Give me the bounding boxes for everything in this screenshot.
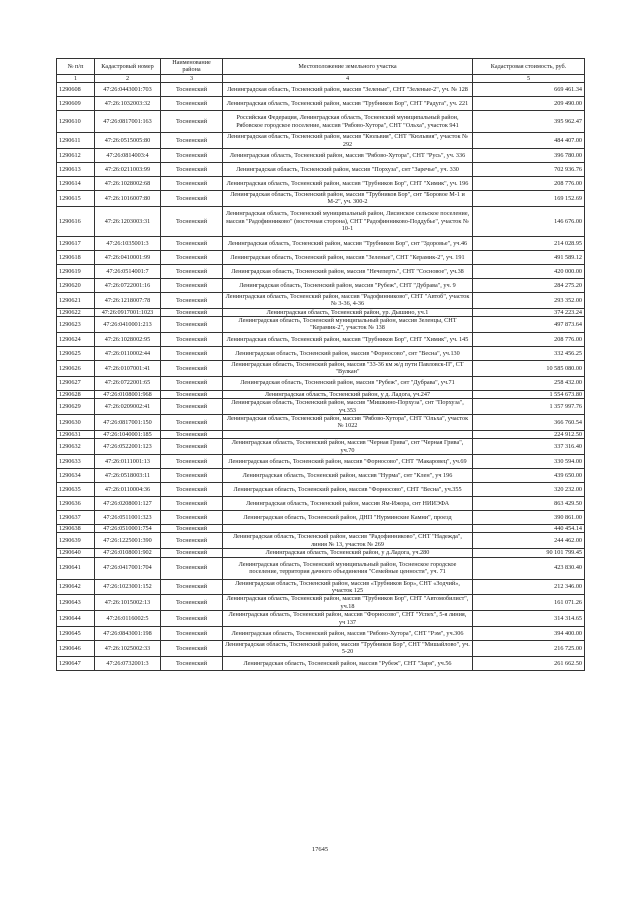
table-row [57, 206, 585, 236]
table-row [57, 390, 585, 398]
table-row [57, 430, 585, 438]
cadastral-cost: 439 650.00 [473, 468, 585, 482]
cadastral-number: 47:26:1016007:80 [95, 191, 161, 207]
district-name: Тосненский [161, 399, 223, 415]
table-row [57, 439, 585, 455]
cadastral-cost: 669 461.34 [473, 83, 585, 97]
row-number: 1290637 [57, 510, 95, 524]
row-number: 1290612 [57, 149, 95, 163]
land-location: Ленинградская область, Тосненский район, массив «Трубников Бор», СНТ «Зодчий», участок 125 [223, 579, 473, 595]
cadastral-number: 47:26:0732001:3 [95, 656, 161, 670]
cadastral-number: 47:26:0511001:323 [95, 510, 161, 524]
district-name: Тосненский [161, 557, 223, 579]
table-row [57, 97, 585, 111]
land-location: Ленинградская область, Тосненский район, ДНП "Нурминские Камни", проезд [223, 510, 473, 524]
land-location: Ленинградская область, Тосненский район, массив "Трубников Бор", СНТ "Химик", уч. 145 [223, 332, 473, 346]
land-location: Ленинградская область, Тосненский район, массив "Кюльвия", СНТ "Кюльвия", участок № 292 [223, 133, 473, 149]
table-row [57, 332, 585, 346]
row-number: 1290614 [57, 177, 95, 191]
table-row [57, 510, 585, 524]
row-number: 1290608 [57, 83, 95, 97]
column-number-row [57, 74, 585, 82]
land-location: Ленинградская область, Тосненский район, массив "Рубеж", СНТ "Дубрава", уч. 9 [223, 278, 473, 292]
table-row [57, 549, 585, 557]
land-location: Ленинградская область, Тосненский район, массив Ям-Ижора, снт НИИЭФА [223, 496, 473, 510]
cadastral-cost: 863 429.50 [473, 496, 585, 510]
table-row [57, 264, 585, 278]
row-number: 1290633 [57, 454, 95, 468]
cadastral-number: 47:26:0111001:13 [95, 454, 161, 468]
header-num: № п/п [57, 59, 95, 75]
header-cadastral-number: Кадастровый номер [95, 59, 161, 75]
table-row [57, 468, 585, 482]
cadastral-cost: 366 760.54 [473, 414, 585, 430]
table-row [57, 595, 585, 611]
table-row [57, 177, 585, 191]
row-number: 1290624 [57, 332, 95, 346]
row-number: 1290618 [57, 250, 95, 264]
cadastral-cost: 284 275.20 [473, 278, 585, 292]
district-name: Тосненский [161, 439, 223, 455]
cadastral-number: 47:26:0722001:65 [95, 376, 161, 390]
district-name: Тосненский [161, 83, 223, 97]
cadastral-number: 47:26:0522001:123 [95, 439, 161, 455]
cadastral-number: 47:26:0443001:703 [95, 83, 161, 97]
table-row [57, 482, 585, 496]
district-name: Тосненский [161, 496, 223, 510]
table-row [57, 133, 585, 149]
land-location: Ленинградская область, Тосненский район, массив "Рябово-Хутора", СНТ "Ольха", участок № 1022 [223, 414, 473, 430]
cadastral-number: 47:26:0515005:80 [95, 133, 161, 149]
district-name: Тосненский [161, 236, 223, 250]
row-number: 1290615 [57, 191, 95, 207]
cadastral-cost: 337 316.40 [473, 439, 585, 455]
table-row [57, 611, 585, 627]
district-name: Тосненский [161, 579, 223, 595]
district-name: Тосненский [161, 549, 223, 557]
district-name: Тосненский [161, 191, 223, 207]
table-row [57, 163, 585, 177]
cadastral-number: 47:26:0108001:902 [95, 549, 161, 557]
table-row [57, 111, 585, 133]
table-row [57, 533, 585, 549]
district-name: Тосненский [161, 177, 223, 191]
cadastral-cost: 330 594.00 [473, 454, 585, 468]
cadastral-cost: 491 589.12 [473, 250, 585, 264]
row-number: 1290622 [57, 308, 95, 316]
cadastral-cost: 396 780.00 [473, 149, 585, 163]
cadastral-number: 47:26:1218007:78 [95, 292, 161, 308]
row-number: 1290613 [57, 163, 95, 177]
cadastral-number: 47:26:0417001:704 [95, 557, 161, 579]
table-row [57, 414, 585, 430]
land-location: Ленинградская область, Тосненский район, массив "Рубеж", СНТ "Заря", уч.56 [223, 656, 473, 670]
land-location: Ленинградская область, Тосненский район, массив "Форносово", снт "Весна", уч.130 [223, 346, 473, 360]
row-number: 1290642 [57, 579, 95, 595]
district-name: Тосненский [161, 346, 223, 360]
table-row [57, 399, 585, 415]
table-row [57, 454, 585, 468]
row-number: 1290639 [57, 533, 95, 549]
cadastral-cost: 161 071.26 [473, 595, 585, 611]
cadastral-cost: 244 462.00 [473, 533, 585, 549]
cadastral-cost: 497 873.64 [473, 317, 585, 333]
row-number: 1290626 [57, 360, 95, 376]
cadastral-number: 47:26:1035001:3 [95, 236, 161, 250]
land-location: Ленинградская область, Тосненский район, массив "Радофинниково", СНТ "Надежда", линия № 13, участок № 269 [223, 533, 473, 549]
table-body [57, 83, 585, 671]
district-name: Тосненский [161, 641, 223, 657]
header-cadastral-cost: Кадастровая стоимость, руб. [473, 59, 585, 75]
cadastral-cost: 1 554 673.80 [473, 390, 585, 398]
header-district: Наименование района [161, 59, 223, 75]
row-number: 1290616 [57, 206, 95, 236]
row-number: 1290620 [57, 278, 95, 292]
cadastral-cost: 332 456.25 [473, 346, 585, 360]
land-location: Ленинградская область, Тосненский район, массив "Радофинниково", СНТ "Автоб", участок № 3-36, 4-36 [223, 292, 473, 308]
row-number: 1290640 [57, 549, 95, 557]
district-name: Тосненский [161, 250, 223, 264]
cadastral-cost: 484 407.00 [473, 133, 585, 149]
cadastral-number: 47:26:0843001:198 [95, 627, 161, 641]
row-number: 1290623 [57, 317, 95, 333]
row-number: 1290629 [57, 399, 95, 415]
land-location: Ленинградская область, Тосненский район, массив "Черная Грива", снт "Черная Грива", уч.70 [223, 439, 473, 455]
district-name: Тосненский [161, 292, 223, 308]
land-location: Ленинградская область, Тосненский район, массив "Трубников Бор", СНТ "Мишайлово", уч. 5-20 [223, 641, 473, 657]
district-name: Тосненский [161, 111, 223, 133]
cadastral-number: 47:26:0817001:163 [95, 111, 161, 133]
land-location: Ленинградская область, Тосненский район, массив "Рябово-Хутора", СНТ "Русь", уч. 336 [223, 149, 473, 163]
table-row [57, 579, 585, 595]
cadastral-number: 47:26:0410001:213 [95, 317, 161, 333]
table-row [57, 236, 585, 250]
table-row [57, 641, 585, 657]
district-name: Тосненский [161, 468, 223, 482]
land-location: Ленинградская область, Тосненский район, массив "Трубников Бор", СНТ "Радуга", уч. 221 [223, 97, 473, 111]
district-name: Тосненский [161, 278, 223, 292]
table-row [57, 557, 585, 579]
district-name: Тосненский [161, 414, 223, 430]
cadastral-cost: 216 725.00 [473, 641, 585, 657]
cadastral-cost: 90 101 799.45 [473, 549, 585, 557]
cadastral-cost: 374 223.24 [473, 308, 585, 316]
land-location: Ленинградская область, Тосненский район, массив "Форносово", СНТ "Весна", уч.355 [223, 482, 473, 496]
district-name: Тосненский [161, 627, 223, 641]
district-name: Тосненский [161, 611, 223, 627]
cadastral-cost: 214 028.95 [473, 236, 585, 250]
district-name: Тосненский [161, 206, 223, 236]
cadastral-number: 47:26:0817001:150 [95, 414, 161, 430]
land-location: Ленинградская область, Тосненский район, массив "Нечеперть", СНТ "Сосновое", уч.38 [223, 264, 473, 278]
cadastral-number: 47:26:1203003:31 [95, 206, 161, 236]
row-number: 1290632 [57, 439, 95, 455]
land-location [223, 430, 473, 438]
cadastral-cost: 10 585 080.00 [473, 360, 585, 376]
row-number: 1290643 [57, 595, 95, 611]
table-row [57, 83, 585, 97]
cadastral-cost: 261 662.50 [473, 656, 585, 670]
cadastral-cost: 224 912.50 [473, 430, 585, 438]
land-location: Ленинградская область, Тосненский район, у д.Ладога, уч.280 [223, 549, 473, 557]
cadastral-value-table [56, 58, 585, 671]
cadastral-number: 47:26:0110004:36 [95, 482, 161, 496]
cadastral-number: 47:26:1032003:32 [95, 97, 161, 111]
land-location: Ленинградская область, Тосненский район, массив "Рябово-Хутора", СНТ "Рэм", уч.306 [223, 627, 473, 641]
land-location: Ленинградская область, Тосненский район, массив "Рубеж", снт "Дубрава", уч.71 [223, 376, 473, 390]
land-location: Ленинградская область, Тосненский район, массив "Форносово", СНТ "Макаровец", уч.69 [223, 454, 473, 468]
cadastral-cost: 212 346.00 [473, 579, 585, 595]
header-location: Местоположение земельного участка [223, 59, 473, 75]
table-row [57, 627, 585, 641]
district-name: Тосненский [161, 454, 223, 468]
row-number: 1290644 [57, 611, 95, 627]
cadastral-cost: 1 357 997.76 [473, 399, 585, 415]
row-number: 1290628 [57, 390, 95, 398]
cadastral-cost: 440 454.14 [473, 524, 585, 532]
cadastral-number: 47:26:1025002:33 [95, 641, 161, 657]
row-number: 1290636 [57, 496, 95, 510]
cadastral-cost: 314 314.65 [473, 611, 585, 627]
district-name: Тосненский [161, 524, 223, 532]
land-location: Ленинградская область, Тосненский муниципальный район, массив Зеленцы, СНТ "Керамик-2", участок № 138 [223, 317, 473, 333]
row-number: 1290641 [57, 557, 95, 579]
cadastral-number: 47:26:1225001:390 [95, 533, 161, 549]
land-location: Ленинградская область, Тосненский район, массив "Трубников Бор", снт "Здоровье", уч.46 [223, 236, 473, 250]
row-number: 1290630 [57, 414, 95, 430]
page-number: 17645 [311, 846, 329, 853]
cadastral-number: 47:26:1015002:13 [95, 595, 161, 611]
land-location: Ленинградская область, Тосненский район, массив "33-36 км ж/д пути Павловск-П", СТ "Вулкан" [223, 360, 473, 376]
table-header-row [57, 59, 585, 75]
cadastral-number: 47:26:0410001:99 [95, 250, 161, 264]
cadastral-number: 47:26:0722001:16 [95, 278, 161, 292]
table-row [57, 524, 585, 532]
land-location: Ленинградская область, Тосненский муниципальный район, Лисинское сельское поселение, массив "Радофинниково" (восточная сторона), СНТ "Радофинниково-Поддубье", участок № 10-1 [223, 206, 473, 236]
row-number: 1290625 [57, 346, 95, 360]
land-location: Ленинградская область, Тосненский район, массив "Форносово", СНТ "Успех", 5-я линия, уч 137 [223, 611, 473, 627]
cadastral-cost: 293 352.00 [473, 292, 585, 308]
district-name: Тосненский [161, 390, 223, 398]
district-name: Тосненский [161, 317, 223, 333]
cadastral-number: 47:26:0116002:5 [95, 611, 161, 627]
district-name: Тосненский [161, 376, 223, 390]
district-name: Тосненский [161, 656, 223, 670]
cadastral-cost: 702 936.76 [473, 163, 585, 177]
land-location: Ленинградская область, Тосненский район, массив "Нурма", снт "Клен", уч 196 [223, 468, 473, 482]
cadastral-number: 47:26:1023001:152 [95, 579, 161, 595]
row-number: 1290611 [57, 133, 95, 149]
district-name: Тосненский [161, 533, 223, 549]
land-location: Ленинградская область, Тосненский район, массив "Порхуза", снт "Заречье", уч. 330 [223, 163, 473, 177]
cadastral-cost: 390 861.00 [473, 510, 585, 524]
row-number: 1290631 [57, 430, 95, 438]
cadastral-cost: 394 400.00 [473, 627, 585, 641]
land-location: Ленинградская область, Тосненский район, ур. Дышино, уч.1 [223, 308, 473, 316]
land-location [223, 524, 473, 532]
land-location: Ленинградская область, Тосненский район, массив "Трубников Бор", СНТ "Автомобилист", уч.18 [223, 595, 473, 611]
column-number: 5 [473, 74, 585, 82]
cadastral-number: 47:26:0814003:4 [95, 149, 161, 163]
cadastral-number: 47:26:0514001:7 [95, 264, 161, 278]
column-number: 3 [161, 74, 223, 82]
cadastral-number: 47:26:0917001:1023 [95, 308, 161, 316]
cadastral-cost: 208 776.00 [473, 177, 585, 191]
cadastral-cost: 395 962.47 [473, 111, 585, 133]
land-location: Ленинградская область, Тосненский район, массив "Мишкино-Порхуза", снт "Порхуза", уч.353 [223, 399, 473, 415]
district-name: Тосненский [161, 308, 223, 316]
land-location: Ленинградская область, Тосненский район, массив "Трубников Бор", снт "Боровое М-1 и М-2", уч. 300-2 [223, 191, 473, 207]
land-location: Ленинградская область, Тосненский район, массив "Зеленые", СНТ "Керамик-2", уч. 191 [223, 250, 473, 264]
row-number: 1290610 [57, 111, 95, 133]
cadastral-number: 47:26:0110002:44 [95, 346, 161, 360]
cadastral-number: 47:26:1040001:185 [95, 430, 161, 438]
cadastral-number: 47:26:1028002:95 [95, 332, 161, 346]
land-location: Ленинградская область, Тосненский район, массив "Трубников Бор", СНТ "Химик", уч. 196 [223, 177, 473, 191]
land-location: Ленинградская область, Тосненский район, у д. Ладога, уч.247 [223, 390, 473, 398]
row-number: 1290609 [57, 97, 95, 111]
cadastral-cost: 146 676.00 [473, 206, 585, 236]
row-number: 1290621 [57, 292, 95, 308]
table-row [57, 308, 585, 316]
cadastral-number: 47:26:0209002:41 [95, 399, 161, 415]
district-name: Тосненский [161, 133, 223, 149]
cadastral-number: 47:26:0518003:11 [95, 468, 161, 482]
cadastral-number: 47:26:0510001:754 [95, 524, 161, 532]
cadastral-cost: 209 490.00 [473, 97, 585, 111]
cadastral-cost: 258 432.00 [473, 376, 585, 390]
row-number: 1290619 [57, 264, 95, 278]
district-name: Тосненский [161, 430, 223, 438]
cadastral-cost: 423 830.40 [473, 557, 585, 579]
district-name: Тосненский [161, 163, 223, 177]
column-number: 1 [57, 74, 95, 82]
row-number: 1290617 [57, 236, 95, 250]
table-row [57, 250, 585, 264]
row-number: 1290638 [57, 524, 95, 532]
district-name: Тосненский [161, 360, 223, 376]
land-location: Ленинградская область, Тосненский район, массив "Зеленые", СНТ "Зеленые-2", уч. № 128 [223, 83, 473, 97]
cadastral-cost: 420 000.00 [473, 264, 585, 278]
row-number: 1290634 [57, 468, 95, 482]
cadastral-cost: 320 232.00 [473, 482, 585, 496]
column-number: 2 [95, 74, 161, 82]
table-row [57, 278, 585, 292]
cadastral-cost: 208 776.00 [473, 332, 585, 346]
district-name: Тосненский [161, 510, 223, 524]
table-row [57, 346, 585, 360]
row-number: 1290645 [57, 627, 95, 641]
table-row [57, 292, 585, 308]
district-name: Тосненский [161, 264, 223, 278]
land-location: Ленинградская область, Тосненский муниципальный район, Тосненское городское поселение, территория дачного объединения "Семейные ценности", уч. 71 [223, 557, 473, 579]
table-row [57, 496, 585, 510]
table-row [57, 656, 585, 670]
cadastral-number: 47:26:1028002:68 [95, 177, 161, 191]
table-row [57, 191, 585, 207]
cadastral-number: 47:26:0211003:99 [95, 163, 161, 177]
cadastral-number: 47:26:0108001:968 [95, 390, 161, 398]
table-row [57, 317, 585, 333]
cadastral-number: 47:26:0208001:127 [95, 496, 161, 510]
district-name: Тосненский [161, 482, 223, 496]
table-row [57, 149, 585, 163]
district-name: Тосненский [161, 332, 223, 346]
district-name: Тосненский [161, 97, 223, 111]
row-number: 1290646 [57, 641, 95, 657]
district-name: Тосненский [161, 149, 223, 163]
table-row [57, 376, 585, 390]
row-number: 1290647 [57, 656, 95, 670]
row-number: 1290635 [57, 482, 95, 496]
cadastral-cost: 169 152.69 [473, 191, 585, 207]
cadastral-number: 47:26:0107001:41 [95, 360, 161, 376]
table-row [57, 360, 585, 376]
column-number: 4 [223, 74, 473, 82]
district-name: Тосненский [161, 595, 223, 611]
land-location: Российская Федерация, Ленинградская область, Тосненский муниципальный район, Рябовское городское поселение, массив "Рябово-Хутора", СНТ "Ольха", участок 941 [223, 111, 473, 133]
row-number: 1290627 [57, 376, 95, 390]
